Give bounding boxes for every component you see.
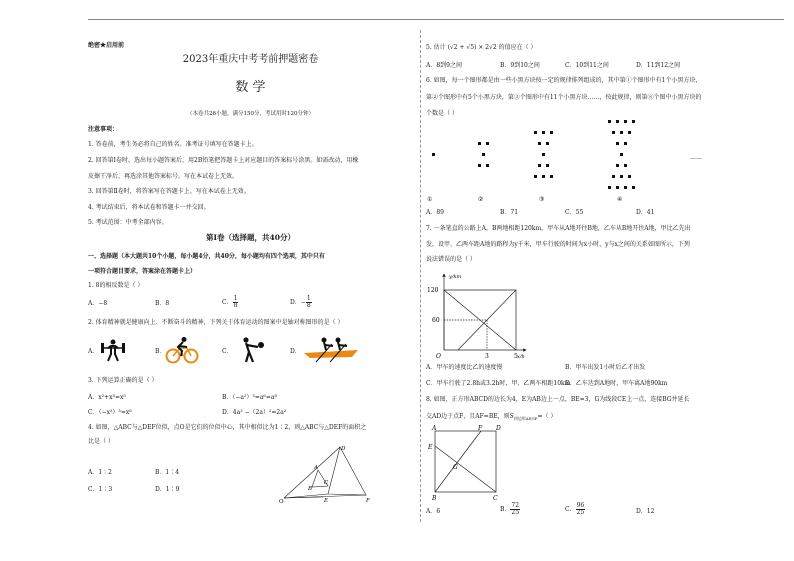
q8-stem-line1: 8. 如图，正方形ABCD的边长为4，E为AB边上一点，BE=3，G为线段CE上一点，连接BG并延长 xyxy=(426,396,690,403)
point-label-b: B xyxy=(308,486,313,492)
figure-label-4: ④ xyxy=(617,196,623,203)
graph-y-axis-label: y/km xyxy=(449,274,462,280)
graph-x-axis-label: x/h xyxy=(517,354,525,360)
q8-option-b: B． $\frac{72}{25}$ xyxy=(500,502,520,516)
q2-stem: 2. 体育精神就是健康向上、不断奋斗的精神，下列关于体育运动的图案中是轴对称图形的是（ ） xyxy=(88,319,344,326)
q6-stem-line3: 个数是（ ） xyxy=(426,110,458,117)
q2-option-b: B． xyxy=(155,348,166,355)
q6-option-c: C．55 xyxy=(565,209,584,216)
q7-option-c: C．甲车行驶了2.8h或3.2h时，甲、乙两车相距10km xyxy=(426,380,571,387)
point-label-g: G xyxy=(453,464,458,471)
pattern-ellipsis: …… xyxy=(690,154,702,161)
secret-label: 绝密★启用前 xyxy=(88,42,125,49)
point-label-d: D xyxy=(496,425,501,432)
note-item: 4. 考试结束后，将本试卷和答题卡一并交回。 xyxy=(88,204,210,211)
point-label-b: B xyxy=(432,495,437,502)
q4-stem: 4. 如图，△ABC与△DEF位似，点O是它们的位似中心，其中相似比为1∶2，则△ABC与△DEF的面积之 xyxy=(88,424,367,431)
exam-title: 2023年重庆中考考前押题密卷 xyxy=(182,54,319,65)
weightlifter-icon xyxy=(100,338,126,362)
volleyball-player-icon xyxy=(236,336,266,364)
notes-heading: 注意事项： xyxy=(88,126,119,133)
q3-option-b: B．（−a²）³=a⁶=a⁸ xyxy=(222,394,277,401)
q7-option-d: D．乙车达到A地时，甲车离A地90km xyxy=(565,380,668,387)
rowing-boat-icon xyxy=(302,336,360,364)
graph-y-tick-120: 120 xyxy=(427,287,439,294)
q4-option-a: A．1∶2 xyxy=(88,469,112,476)
q2-option-c: C． xyxy=(222,348,233,355)
graph-y-tick-60: 60 xyxy=(432,317,440,324)
column-divider xyxy=(420,30,421,522)
q4-option-b: B．1∶4 xyxy=(155,469,180,476)
point-label-f: F xyxy=(478,425,483,432)
q7-stem-line1: 7. 一条笔直的公路上A，B两地相距120km，甲车从A地开往B地，乙车从B地开往A地，甲比乙先出 xyxy=(426,225,691,232)
graph-x-tick-3: 3 xyxy=(485,353,489,360)
q3-stem: 3. 下列运算正确的是（ ） xyxy=(88,377,158,384)
q8-stem-line2: 交AD边于点F，且AF=BE，则$S_{四边形AEGF}=$（ ） xyxy=(426,413,557,422)
figure-label-3: ③ xyxy=(539,196,545,203)
q4-option-c: C．1∶3 xyxy=(88,486,113,493)
exam-meta: （本卷共26小题，满分150分，考试用时120分钟） xyxy=(187,111,314,117)
point-label-e: E xyxy=(324,498,329,504)
part1-title: 第Ⅰ卷（选择题，共40分） xyxy=(206,233,295,242)
q5-option-a: A．8到9之间 xyxy=(426,62,462,69)
q3-option-c: C．（−x²）³=x⁶ xyxy=(88,409,132,416)
q8-square-figure xyxy=(426,424,504,502)
q1-option-b: B．8 xyxy=(155,300,170,307)
note-item: 2. 回答第Ⅰ卷时，选出每小题答案后，用2B铅笔把答题卡上对应题目的答案标号涂黑。如需改动，用橡 xyxy=(88,157,359,164)
note-item: 皮擦干净后，再选涂其他答案标号。写在本试卷上无效。 xyxy=(88,173,239,180)
subject-title: 数 学 xyxy=(235,80,266,95)
point-label-c: C xyxy=(324,480,329,486)
figure-label-2: ② xyxy=(478,196,484,203)
q1-option-a: A．−8 xyxy=(88,300,108,307)
graph-origin-label: O xyxy=(436,353,441,360)
q3-option-a: A．x²+x³=x⁵ xyxy=(88,394,126,401)
q4-homothety-figure xyxy=(278,442,378,504)
q6-option-b: B．71 xyxy=(500,209,519,216)
cyclist-icon xyxy=(165,336,199,364)
q6-pattern-figure xyxy=(426,118,726,204)
q7-option-b: B．甲车出发1小时后乙才出发 xyxy=(565,364,646,371)
q1-stem: 1. 8的相反数是（ ） xyxy=(88,282,144,289)
q7-stem-line3: 说法错误的是（ ） xyxy=(426,256,476,263)
q7-distance-time-graph xyxy=(424,268,534,360)
point-label-e: E xyxy=(428,444,433,451)
q8-option-c: C． $\frac{96}{25}$ xyxy=(565,502,585,516)
q5-option-b: B．9到10之间 xyxy=(500,62,540,69)
q5-option-d: D．11到12之间 xyxy=(636,62,681,69)
point-label-a: A xyxy=(432,425,437,432)
q6-option-a: A．89 xyxy=(426,209,444,216)
q8-option-d: D．12 xyxy=(636,508,655,515)
q3-option-d: D．4a² −（2a）²=2a² xyxy=(222,409,287,416)
q6-stem-line1: 6. 如图，每一个图形都是由一些小黑方块按一定的规律排列组成的，其中第①个图形中有1个小黑方块， xyxy=(426,77,702,84)
graph-x-tick-5: 5 xyxy=(514,353,518,360)
q5-option-c: C．10到11之间 xyxy=(565,62,609,69)
q6-option-d: D．41 xyxy=(636,209,655,216)
q2-option-d: D． xyxy=(290,348,301,355)
figure-label-1: ① xyxy=(427,196,433,203)
q1-option-c: C． $\frac{1}{8}$ xyxy=(222,295,238,309)
point-label-o: O xyxy=(279,499,284,504)
q2-option-a: A． xyxy=(88,348,99,355)
point-label-d: D xyxy=(341,446,346,452)
point-label-f: F xyxy=(366,498,370,504)
note-item: 3. 回答第Ⅱ卷时，将答案写在答题卡上。写在本试卷上无效。 xyxy=(88,188,250,195)
q1-option-d: D．− $\frac{1}{8}$ xyxy=(290,295,311,309)
note-item: 5. 考试范围：中考全部内容。 xyxy=(88,219,168,226)
q6-stem-line2: 第②个图形中有5个小黑方块，第③个图形中有11个小黑方块……，按此规律，则第⑧个图中小黑方块的 xyxy=(426,94,702,101)
page-top-rule xyxy=(88,19,784,20)
q7-stem-line2: 发，设甲、乙两车距A地的路程为y千米，甲车行驶的时间为x小时，y与x之间的关系如图所示，下列 xyxy=(426,241,690,248)
section-heading: 一、选择题（本大题共10个小题，每小题4分，共40分，每小题均有四个选项，其中只有 xyxy=(88,253,325,260)
q4-option-d: D．1∶9 xyxy=(155,486,180,493)
note-item: 1. 答卷前，考生务必将自己的姓名、准考证号填写在答题卡上。 xyxy=(88,141,258,148)
point-label-a: A xyxy=(314,465,318,471)
q8-option-a: A．6 xyxy=(426,508,441,515)
q5-expression: (√2 + √5) × 2√2 xyxy=(447,44,497,51)
q7-option-a: A．甲车的速度比乙的速度慢 xyxy=(426,364,503,371)
q5-stem: 5. 估计 (√2 + √5) × 2√2 的值应在（ ） xyxy=(426,44,537,51)
section-heading-cont: 一项符合题目要求，答案涂在答题卡上） xyxy=(88,268,197,275)
q4-stem-cont: 比是（ ） xyxy=(88,438,114,445)
point-label-c: C xyxy=(493,495,498,502)
